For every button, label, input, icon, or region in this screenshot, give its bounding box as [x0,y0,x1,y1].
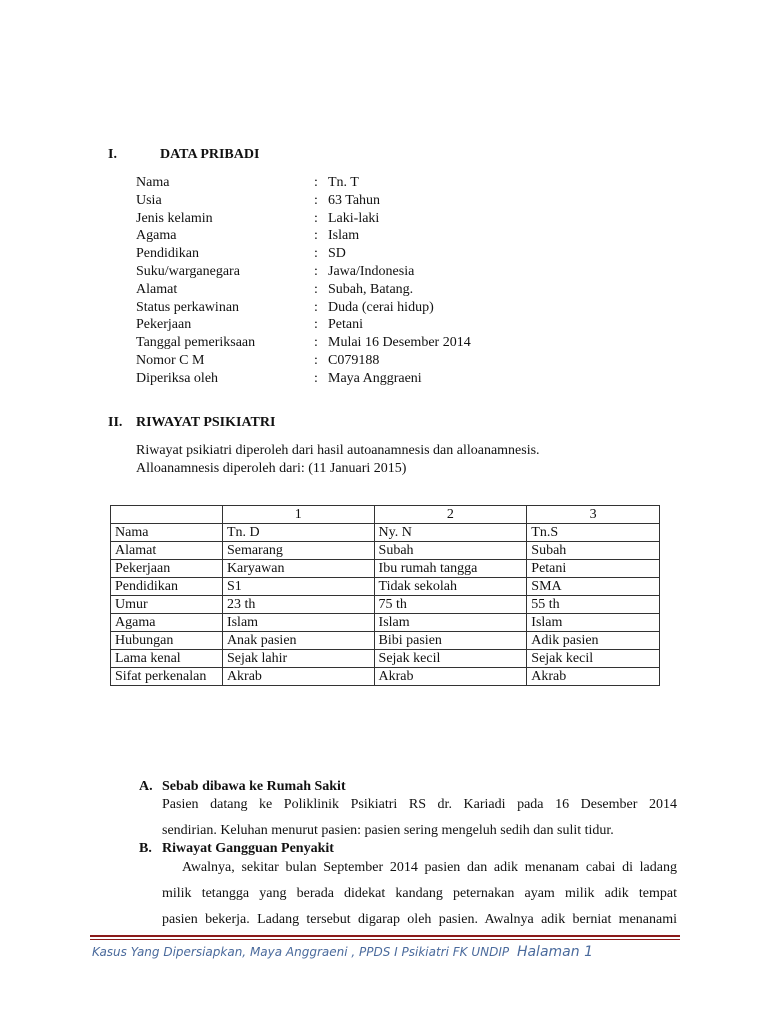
field-colon: : [314,317,318,333]
field-row [136,245,616,263]
subsection-b-letter: B. [139,841,152,856]
subsection-b-title: Riwayat Gangguan Penyakit [162,841,334,856]
field-label: Tanggal pemeriksaan [136,335,256,351]
subsection-a-title: Sebab dibawa ke Rumah Sakit [162,779,346,794]
paragraph-line: pasien bekerja. Ladang tersebut digarap oleh pasien. Awalnya adik berniat menanami [162,912,677,927]
table-row [111,668,660,686]
field-label: Status perkawinan [136,299,240,315]
table-cell: Umur [111,596,223,614]
table-cell: Subah [527,542,660,560]
footer-text: Kasus Yang Dipersiapkan, Maya Anggraeni , PPDS I Psikiatri FK UNDIP [92,945,510,959]
table-cell: Tn.S [527,524,660,542]
table-cell: Sejak kecil [527,650,660,668]
table-row [111,650,660,668]
field-label: Nama [136,175,170,190]
paragraph-line: sendirian. Keluhan menurut pasien: pasien sering mengeluh sedih dan sulit tidur. [162,823,614,838]
table-cell: Sifat perkenalan [111,668,223,686]
table-header-cell: 1 [222,506,374,524]
field-value: Duda (cerai hidup) [328,299,434,315]
field-value: Subah, Batang. [328,281,414,297]
field-value: Laki-laki [328,210,380,226]
table-row [111,542,660,560]
field-colon: : [314,263,318,279]
section1-number: I. [108,147,117,162]
subsection-b-paragraph [162,855,677,933]
table-cell: Tidak sekolah [374,578,527,596]
field-colon: : [314,192,318,208]
field-value: Tn. T [328,175,359,190]
table-cell: Alamat [111,542,223,560]
field-colon: : [314,352,318,368]
section2-number: II. [108,415,123,430]
table-row [111,632,660,650]
field-label: Usia [136,192,162,208]
field-label: Alamat [136,281,178,297]
table-cell: SMA [527,578,660,596]
field-colon: : [314,335,318,351]
field-colon: : [314,246,318,262]
field-label: Pekerjaan [136,317,192,333]
field-value: Mulai 16 Desember 2014 [328,335,471,351]
table-cell: Petani [527,560,660,578]
table-cell: Ibu rumah tangga [374,560,527,578]
field-value: C079188 [328,352,380,368]
table-cell: Islam [527,614,660,632]
intro-line: Alloanamnesis diperoleh dari: (11 Januari 2015) [136,460,407,476]
table-row [111,614,660,632]
table-header-row [111,506,660,524]
paragraph-line: Pasien datang ke Poliklinik Psikiatri RS dr. Kariadi pada 16 Desember 2014 [162,797,677,812]
field-row [136,227,616,245]
table-header-cell: 3 [527,506,660,524]
table-cell: Semarang [222,542,374,560]
paragraph-line: milik tetangga yang berada didekat kandang peternakan ayam milik adik tempat [162,886,677,901]
intro-text [136,442,540,477]
paragraph-line: Awalnya, sekitar bulan September 2014 pasien dan adik menanam cabai di ladang [182,860,677,875]
alloanamnesis-table [110,505,660,686]
table-cell: Anak pasien [222,632,374,650]
table-cell: Agama [111,614,223,632]
table-cell: Karyawan [222,560,374,578]
field-value: Jawa/Indonesia [328,263,415,279]
field-label: Agama [136,228,177,244]
field-colon: : [314,370,318,386]
table-cell: Pendidikan [111,578,223,596]
footer-rule [90,939,680,940]
table-cell: Sejak kecil [374,650,527,668]
field-row [136,263,616,281]
field-colon: : [314,175,318,190]
table-row [111,524,660,542]
field-value: Petani [328,317,363,333]
field-value: 63 Tahun [328,192,381,208]
personal-data-list [136,174,616,388]
field-row [136,174,616,192]
table-cell: Bibi pasien [374,632,527,650]
field-colon: : [314,210,318,226]
footer-page-number: Halaman 1 [516,944,593,960]
table-cell: Lama kenal [111,650,223,668]
table-cell: Islam [374,614,527,632]
field-row [136,334,616,352]
table-cell: Islam [222,614,374,632]
table-cell: Tn. D [222,524,374,542]
table-header-cell [111,506,223,524]
table-cell: Adik pasien [527,632,660,650]
table-cell: Ny. N [374,524,527,542]
field-label: Pendidikan [136,246,199,262]
table-header-cell: 2 [374,506,527,524]
field-label: Diperiksa oleh [136,370,219,386]
field-colon: : [314,299,318,315]
table-cell: 23 th [222,596,374,614]
table-cell: 75 th [374,596,527,614]
page-footer [92,944,593,960]
field-value: SD [328,246,346,262]
field-row [136,281,616,299]
field-row [136,370,616,388]
table-cell: Sejak lahir [222,650,374,668]
subsection-a-paragraph [162,792,677,844]
section2-title: RIWAYAT PSIKIATRI [136,415,276,430]
section1-title: DATA PRIBADI [160,147,260,162]
field-row [136,210,616,228]
intro-line: Riwayat psikiatri diperoleh dari hasil autoanamnesis dan alloanamnesis. [136,443,540,458]
footer-rule [90,935,680,937]
table-cell: 55 th [527,596,660,614]
table-cell: S1 [222,578,374,596]
field-label: Nomor C M [136,352,205,368]
table-row [111,560,660,578]
field-row [136,299,616,317]
field-row [136,192,616,210]
field-row [136,352,616,370]
field-value: Islam [328,228,360,244]
field-colon: : [314,281,318,297]
field-label: Suku/warganegara [136,263,240,279]
table-cell: Subah [374,542,527,560]
table-cell: Pekerjaan [111,560,223,578]
subsection-a-letter: A. [139,779,153,794]
table-cell: Akrab [222,668,374,686]
field-row [136,316,616,334]
field-label: Jenis kelamin [136,210,213,226]
table-row [111,578,660,596]
table-cell: Akrab [527,668,660,686]
field-value: Maya Anggraeni [328,370,422,386]
field-colon: : [314,228,318,244]
table-cell: Nama [111,524,223,542]
table-cell: Hubungan [111,632,223,650]
table-cell: Akrab [374,668,527,686]
table-row [111,596,660,614]
